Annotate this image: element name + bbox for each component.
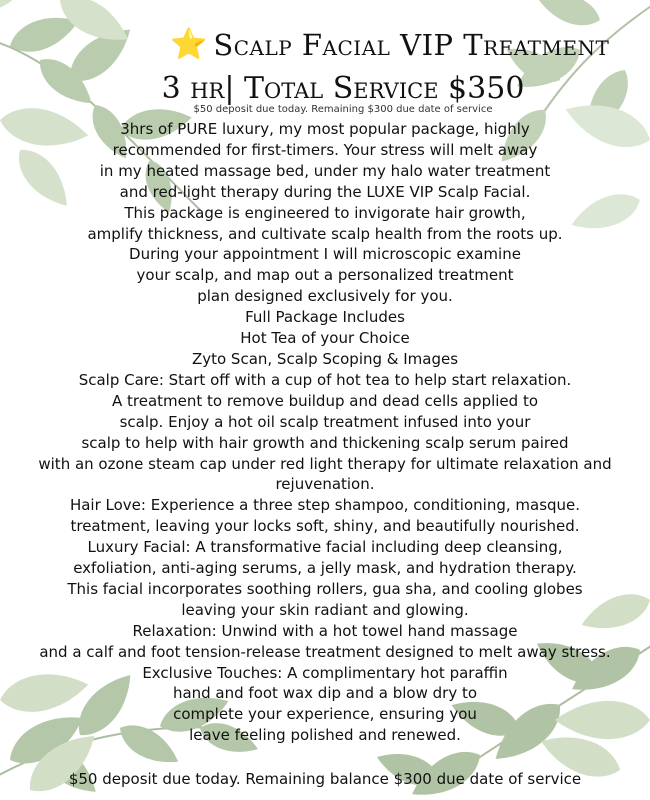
body-line: leaving your skin radiant and glowing. bbox=[181, 600, 469, 619]
body-line: 3hrs of PURE luxury, my most popular package, highly bbox=[120, 120, 530, 138]
body-line: recommended for first-timers. Your stress will melt away bbox=[112, 140, 538, 159]
description-body bbox=[0, 119, 650, 746]
body-line: scalp to help with hair growth and thickening scalp serum paired bbox=[81, 433, 569, 452]
body-line: Hot Tea of your Choice bbox=[240, 329, 410, 348]
body-line: Hair Love: Experience a three step shampoo, conditioning, masque. bbox=[69, 496, 581, 515]
body-line: treatment, leaving your locks soft, shiny, and beautifully nourished. bbox=[70, 517, 580, 536]
body-line: scalp. Enjoy a hot oil scalp treatment infused into your bbox=[119, 412, 531, 431]
body-line: with an ozone steam cap under red light therapy for ultimate relaxation and bbox=[38, 454, 612, 473]
body-line: hand and foot wax dip and a blow dry to bbox=[172, 684, 478, 703]
body-line: Zyto Scan, Scalp Scoping & Images bbox=[191, 349, 459, 368]
body-line: leave feeling polished and renewed. bbox=[189, 726, 461, 745]
body-line: exfoliation, anti-aging serums, a jelly mask, and hydration therapy. bbox=[73, 559, 577, 578]
body-line: and red-light therapy during the LUXE VIP Scalp Facial. bbox=[119, 182, 531, 201]
body-line: Luxury Facial: A transformative facial including deep cleansing, bbox=[87, 538, 563, 557]
body-line: and a calf and foot tension-release treatment designed to melt away stress. bbox=[39, 642, 611, 661]
body-line: Exclusive Touches: A complimentary hot paraffin bbox=[142, 663, 508, 682]
body-line: Full Package Includes bbox=[245, 308, 405, 327]
body-line: A treatment to remove buildup and dead cells applied to bbox=[111, 391, 539, 410]
body-line: your scalp, and map out a personalized treatment bbox=[136, 266, 514, 285]
service-duration-price: 3 hr| Total Service $350 bbox=[161, 71, 525, 106]
body-line: plan designed exclusively for you. bbox=[197, 287, 453, 306]
deposit-note-small: $50 deposit due today. Remaining $300 due date of service bbox=[193, 104, 493, 115]
body-line: Relaxation: Unwind with a hot towel hand massage bbox=[132, 621, 518, 640]
star-icon: ⭐ bbox=[170, 27, 208, 62]
page-title: Scalp Facial VIP Treatment bbox=[213, 28, 610, 62]
body-line: During your appointment I will microscopic examine bbox=[129, 245, 521, 264]
body-line: in my heated massage bed, under my halo water treatment bbox=[99, 161, 551, 180]
body-line: This package is engineered to invigorate hair growth, bbox=[124, 203, 526, 222]
body-line: Scalp Care: Start off with a cup of hot tea to help start relaxation. bbox=[78, 370, 572, 389]
body-line: amplify thickness, and cultivate scalp health from the roots up. bbox=[87, 224, 563, 243]
body-line: complete your experience, ensuring you bbox=[173, 705, 477, 724]
body-line: rejuvenation. bbox=[275, 475, 375, 494]
title-row bbox=[170, 28, 610, 62]
body-line: This facial incorporates soothing rollers, gua sha, and cooling globes bbox=[67, 579, 583, 598]
deposit-footer: $50 deposit due today. Remaining balance $300 due date of service bbox=[68, 770, 582, 788]
